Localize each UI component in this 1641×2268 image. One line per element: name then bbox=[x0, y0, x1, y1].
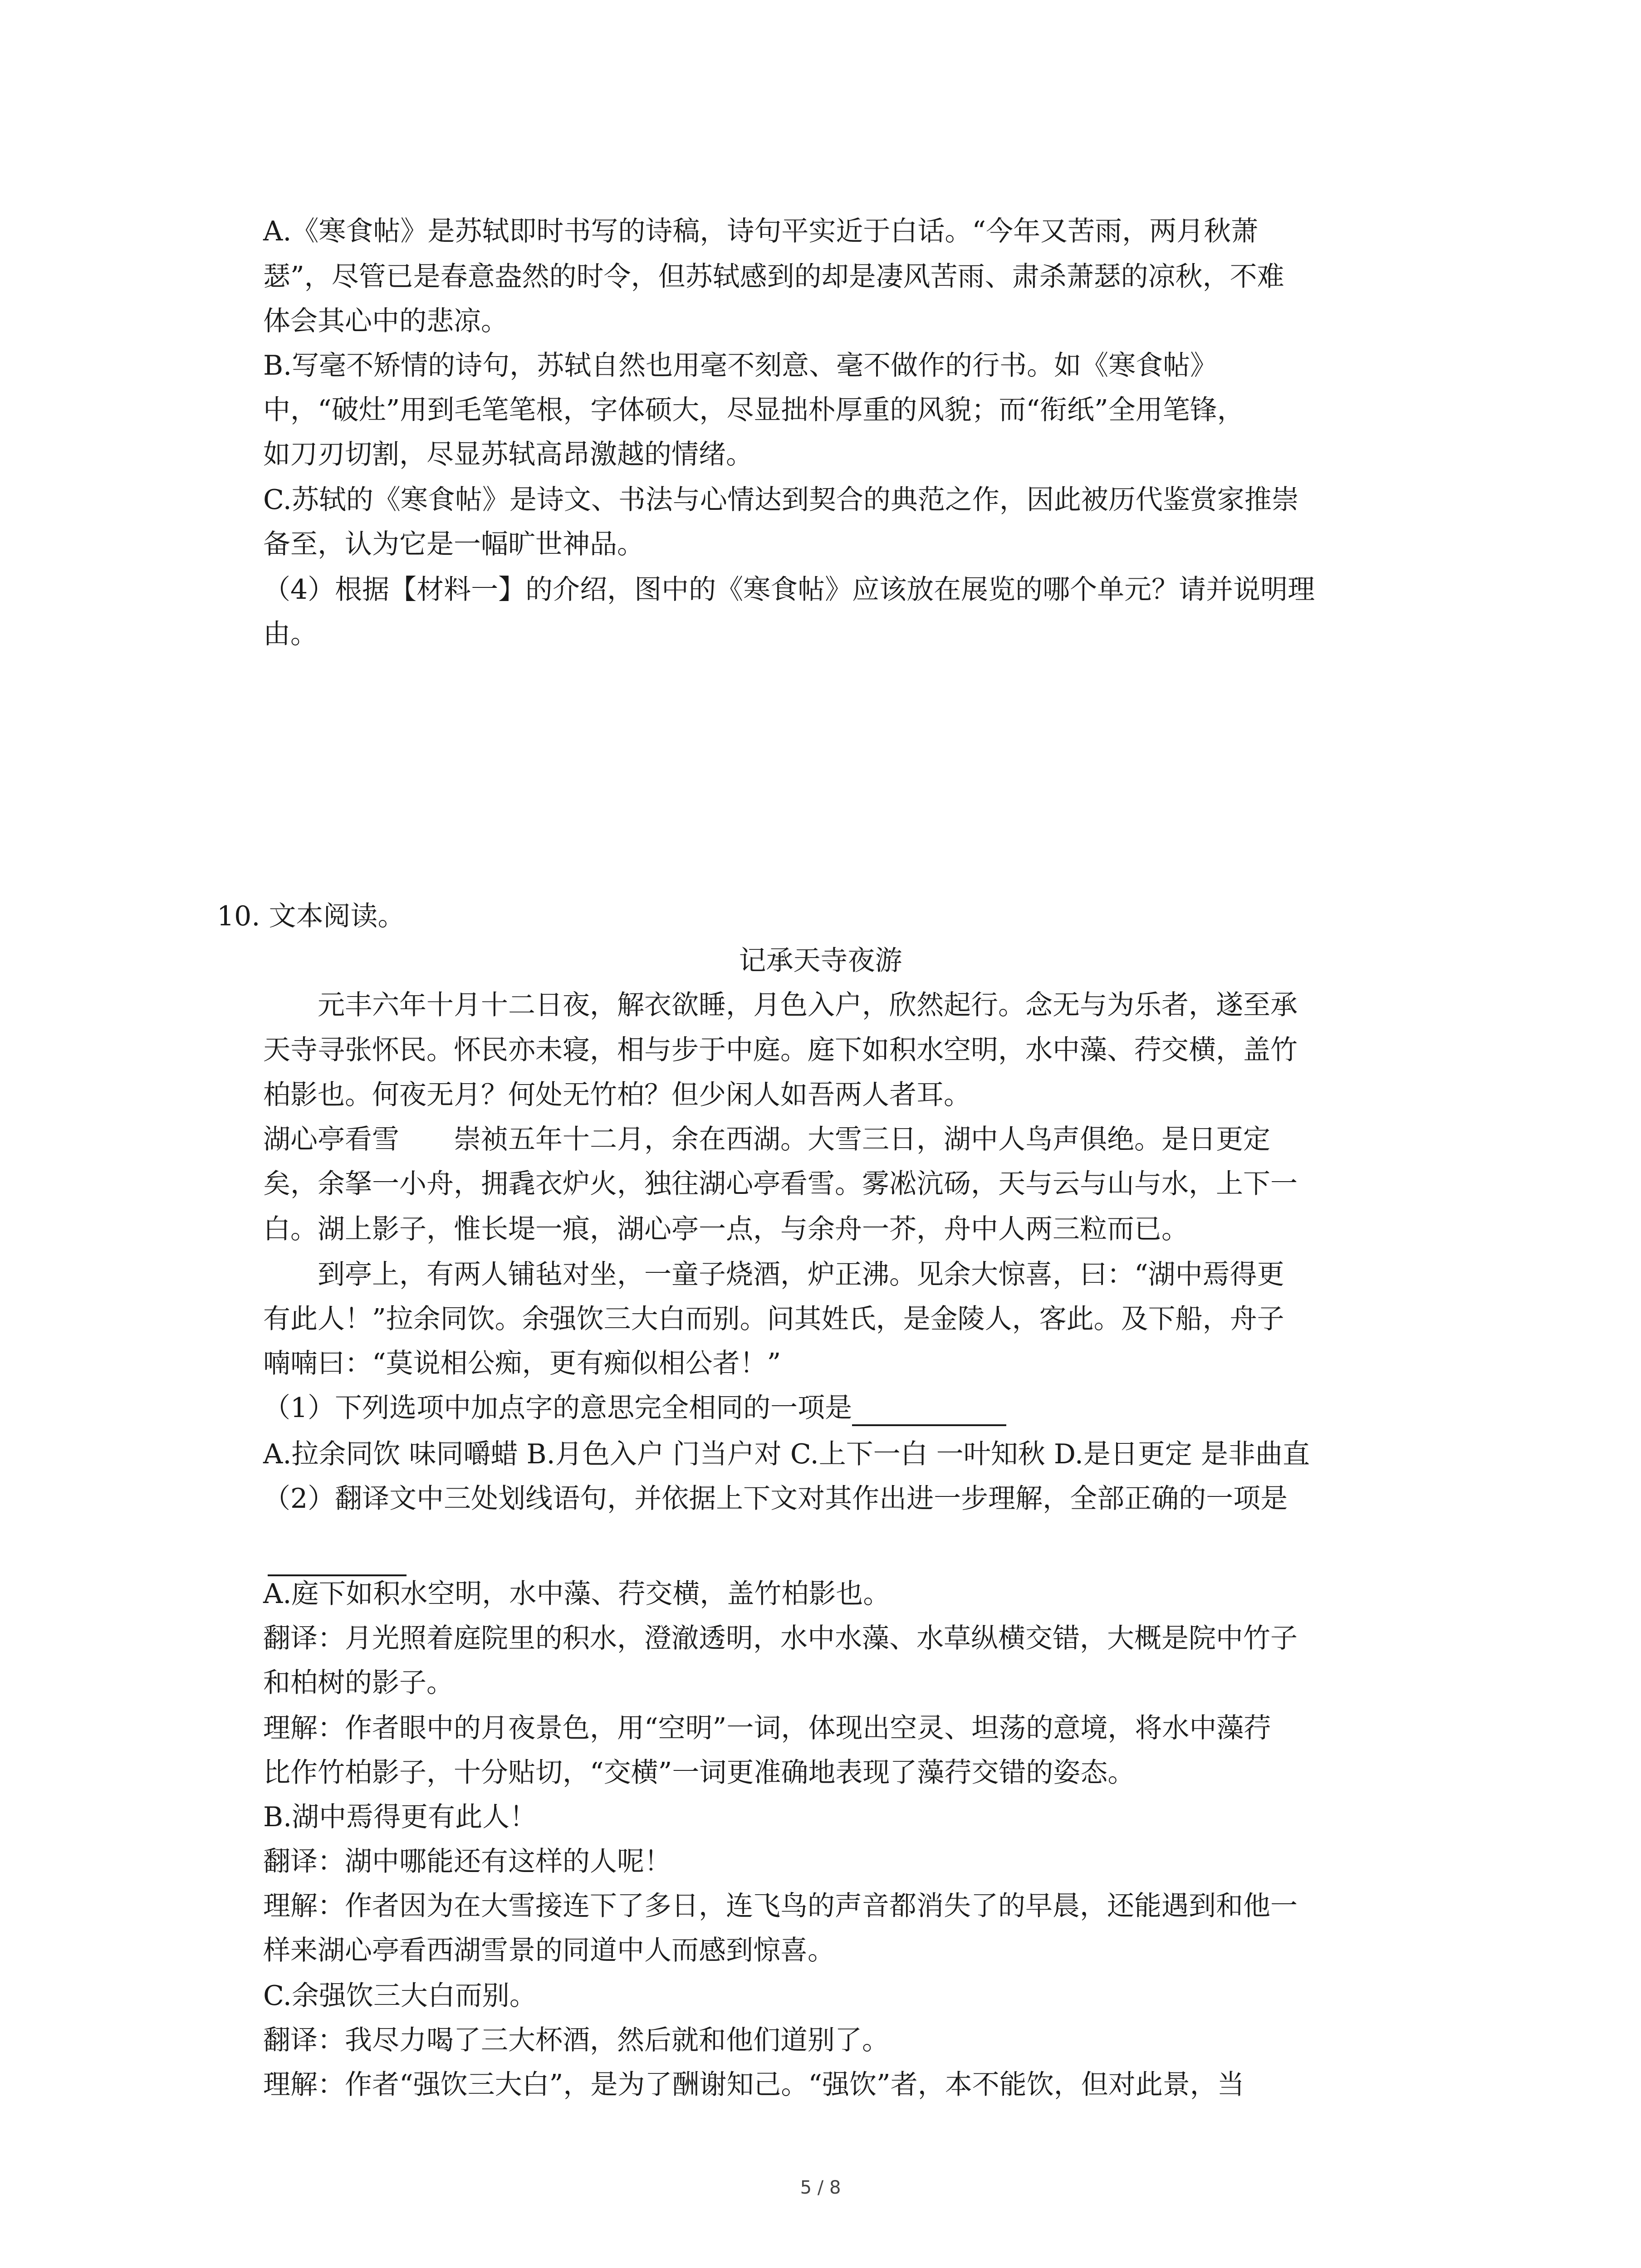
passage-1-line-1: 元丰六年十月十二日夜，解衣欲睡，月色入户，欣然起行。念无与为乐者，遂至承 bbox=[318, 989, 1298, 1021]
option-a-line-2: 瑟”，尽管已是春意盎然的时令，但苏轼感到的却是凄风苦雨、肃杀萧瑟的凉秋，不难 bbox=[263, 261, 1284, 293]
passage-2-line-5: 有此人！”拉余同饮。余强饮三大白而别。问其姓氏，是金陵人，客此。及下船，舟子 bbox=[263, 1303, 1284, 1335]
passage-1-line-3: 柏影也。何夜无月？何处无竹柏？但少闲人如吾两人者耳。 bbox=[263, 1079, 971, 1111]
option-c-line-1: C.苏轼的《寒食帖》是诗文、书法与心情达到契合的典范之作，因此被历代鉴赏家推崇 bbox=[263, 484, 1299, 516]
question-4-line-1: （4）根据【材料一】的介绍，图中的《寒食帖》应该放在展览的哪个单元？请并说明理 bbox=[263, 574, 1315, 606]
question-2-line: （2）翻译文中三处划线语句，并依据上下文对其作出进一步理解，全部正确的一项是 bbox=[263, 1483, 1288, 1515]
option-2b-translation: 翻译：湖中哪能还有这样的人呢！ bbox=[263, 1846, 671, 1877]
option-2a-translation-2: 和柏树的影子。 bbox=[263, 1667, 454, 1699]
option-2b-understanding-2: 样来湖心亭看西湖雪景的同道中人而感到惊喜。 bbox=[263, 1935, 835, 1966]
option-c-line-2: 备至，认为它是一幅旷世神品。 bbox=[263, 528, 644, 560]
question-1-line bbox=[263, 1390, 1006, 1426]
option-a-line-1: A.《寒食帖》是苏轼即时书写的诗稿，诗句平实近于白话。“今年又苦雨，两月秋萧 bbox=[263, 215, 1259, 247]
question-10-heading: 10. 文本阅读。 bbox=[217, 900, 405, 932]
option-2a-translation-1: 翻译：月光照着庭院里的积水，澄澈透明，水中水藻、水草纵横交错，大概是院中竹子 bbox=[263, 1623, 1298, 1654]
passage-2-line-4: 到亭上，有两人铺毡对坐，一童子烧酒，炉正沸。见余大惊喜，曰：“湖中焉得更 bbox=[318, 1259, 1284, 1290]
passage-1-line-2: 天寺寻张怀民。怀民亦未寝，相与步于中庭。庭下如积水空明，水中藻、荇交横，盖竹 bbox=[263, 1034, 1298, 1066]
option-2b-sentence: B.湖中焉得更有此人！ bbox=[263, 1801, 537, 1833]
option-2c-understanding-1: 理解：作者“强饮三大白”，是为了酬谢知己。“强饮”者，本不能饮，但对此景，当 bbox=[263, 2069, 1244, 2101]
option-2a-sentence: A.庭下如积水空明，水中藻、荇交横，盖竹柏影也。 bbox=[263, 1578, 891, 1610]
option-2c-sentence: C.余强饮三大白而别。 bbox=[263, 1980, 537, 2012]
option-2a-understanding-1: 理解：作者眼中的月夜景色，用“空明”一词，体现出空灵、坦荡的意境，将水中藻荇 bbox=[263, 1712, 1271, 1744]
passage-2-line-3: 白。湖上影子，惟长堤一痕，湖心亭一点，与余舟一芥，舟中人两三粒而已。 bbox=[263, 1213, 1189, 1245]
option-b-line-1: B.写毫不矫情的诗句，苏轼自然也用毫不刻意、毫不做作的行书。如《寒食帖》 bbox=[263, 350, 1218, 381]
option-b-line-2: 中，“破灶”用到毛笔笔根，字体硕大，尽显拙朴厚重的风貌；而“衔纸”全用笔锋， bbox=[263, 394, 1244, 426]
passage-2-line-1: 湖心亭看雪 崇祯五年十二月，余在西湖。大雪三日，湖中人鸟声俱绝。是日更定 bbox=[263, 1124, 1270, 1155]
passage-2-line-6: 喃喃曰：“莫说相公痴，更有痴似相公者！” bbox=[263, 1348, 781, 1379]
question-4-line-2: 由。 bbox=[263, 618, 318, 650]
answer-blank-1[interactable] bbox=[852, 1397, 1006, 1426]
option-2b-understanding-1: 理解：作者因为在大雪接连下了多日，连飞鸟的声音都消失了的早晨，还能遇到和他一 bbox=[263, 1890, 1298, 1922]
question-1-text: （1）下列选项中加点字的意思完全相同的一项是 bbox=[263, 1392, 852, 1424]
passage-2-line-2: 矣，余拏一小舟，拥毳衣炉火，独往湖心亭看雪。雾凇沆砀，天与云与山与水，上下一 bbox=[263, 1168, 1298, 1200]
question-1-options: A.拉余同饮 味同嚼蜡 B.月色入户 门当户对 C.上下一白 一叶知秋 D.是日更定 是非曲直 bbox=[263, 1438, 1310, 1470]
option-2a-understanding-2: 比作竹柏影子，十分贴切，“交横”一词更准确地表现了藻荇交错的姿态。 bbox=[263, 1757, 1135, 1789]
page-number: 5 / 8 bbox=[800, 2177, 841, 2198]
option-b-line-3: 如刀刃切割，尽显苏轼高昂激越的情绪。 bbox=[263, 439, 753, 470]
option-a-line-3: 体会其心中的悲凉。 bbox=[263, 305, 508, 337]
option-2c-translation: 翻译：我尽力喝了三大杯酒，然后就和他们道别了。 bbox=[263, 2024, 889, 2056]
passage-title: 记承天寺夜游 bbox=[739, 945, 902, 977]
